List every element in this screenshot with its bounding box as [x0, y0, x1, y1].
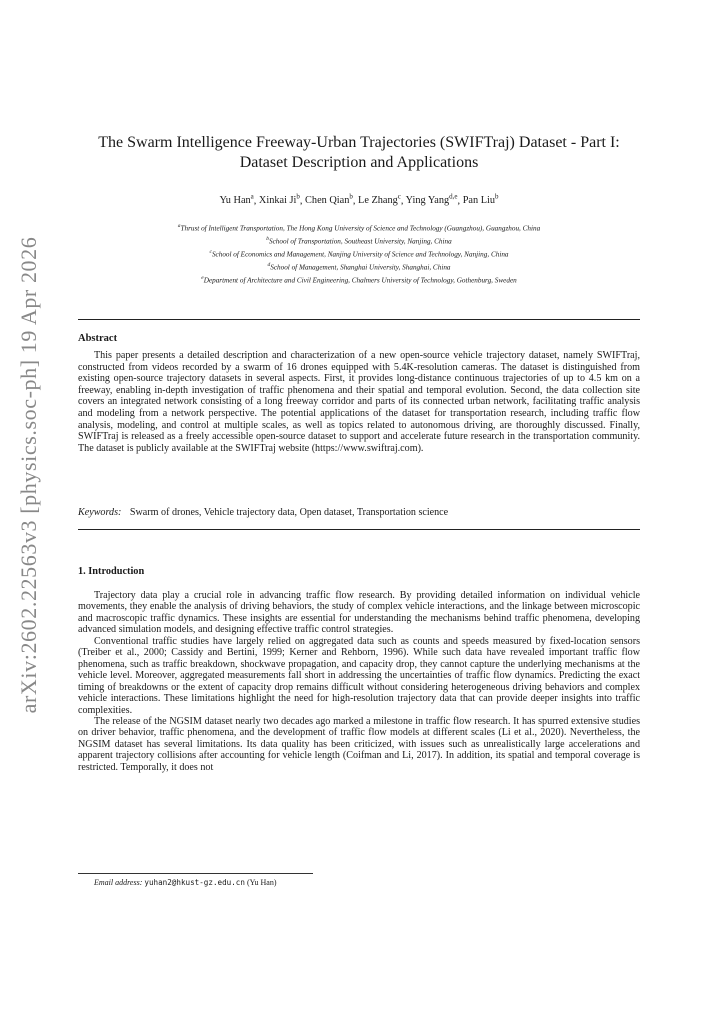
- author-affiliation-mark: d,e: [449, 193, 458, 201]
- author-name: Pan Liu: [462, 195, 496, 207]
- affiliation-text: Thrust of Intelligent Transportation, The Hong Kong University of Science and Technology (Guangzhou), Guangzhou, China: [180, 224, 541, 233]
- affiliation: [78, 221, 640, 234]
- abstract-text: This paper presents a detailed description and characterization of a new open-source vehicle trajectory dataset, namely SWIFTraj, constructed from videos recorded by a swarm of 16 drones equipped with 5.4K-resolution cameras. The dataset is distinguished from existing open-source trajectory datasets in several aspects. First, it provides long-distance continuous trajectories of up to 4.5 km on a freeway, enabling in-depth investigation of traffic phenomena and their spatial and temporal evolution. Second, the data collection site covers an integrated network consisting of a long freeway corridor and parts of its connected urban network, facilitating traffic analysis and modeling from a network perspective. The potential applications of the dataset for transportation research, including traffic flow analysis, modeling, and control at multiple scales, as well as topics related to autonomous driving, are thoroughly discussed. Finally, SWIFTraj is released as a freely accessible open-source dataset to support and accelerate future research in the transportation community. The dataset is publicly available at the SWIFTraj website (https://www.swiftraj.com).: [78, 350, 640, 454]
- top-rule: [78, 319, 640, 320]
- footnote-email-address[interactable]: yuhan2@hkust-gz.edu.cn: [144, 878, 245, 887]
- author-list: Yu Han$^a$, Xinkai Ji$^b$, Chen Qian$^b$, Le Zhang$^c$, Ying Yang$^{d,e}$, Pan Liu$^b$: [219, 193, 499, 207]
- affiliation-text: School of Management, Shanghai University, Shanghai, China: [270, 263, 451, 272]
- intro-paragraph: The release of the NGSIM dataset nearly two decades ago marked a milestone in traffic flow research. It has spurred extensive studies on driver behavior, traffic phenomena, and the development of traffic flow models at different scales (Li et al., 2020). Nevertheless, the NGSIM dataset has several limitations. Its data quality has been criticized, with issues such as unrealistically large accelerations and apparent trajectory collisions after accounting for vehicle length (Coifman and Li, 2017). In addition, its spatial and temporal coverage is restricted. Temporally, it does not: [78, 715, 640, 773]
- affiliation-mark: c: [209, 248, 212, 255]
- author-affiliation-mark: c: [397, 193, 401, 201]
- author: [406, 195, 458, 206]
- title-line-2: Dataset Description and Applications: [239, 154, 479, 171]
- affiliation-text: Department of Architecture and Civil Engineering, Chalmers University of Technology, Gothenburg, Sweden: [203, 275, 517, 284]
- introduction-body: [78, 590, 640, 773]
- keywords-text: Swarm of drones, Vehicle trajectory data, Open dataset, Transportation science: [129, 507, 449, 518]
- affiliation: [78, 260, 640, 273]
- affiliation: [78, 273, 640, 286]
- intro-paragraph: Trajectory data play a crucial role in advancing traffic flow research. By providing detailed information on individual vehicle movements, they enable the analysis of driving behaviors, the study of complex vehicle interactions, and the linkage between microscopic and macroscopic traffic dynamics. These insights are essential for understanding the mechanisms behind traffic phenomena, developing advanced simulation models, and designing effective traffic control strategies.: [78, 590, 640, 636]
- affiliation-mark: a: [177, 223, 181, 229]
- author-affiliation-mark: b: [296, 193, 300, 201]
- bottom-rule: [78, 529, 640, 530]
- footnote: [94, 878, 277, 887]
- footnote-rule: [78, 873, 313, 874]
- affiliation-text: School of Economics and Management, Nanjing University of Science and Technology, Nanjing, China: [211, 250, 509, 259]
- paper-title: [78, 133, 640, 173]
- author-affiliation-mark: b: [349, 193, 353, 201]
- title-line-1: The Swarm Intelligence Freeway-Urban Trajectories (SWIFTraj) Dataset - Part I:: [98, 134, 620, 151]
- keywords-label: Keywords:: [78, 507, 122, 518]
- author-name: Ying Yang: [405, 195, 450, 207]
- author: [259, 195, 300, 206]
- arxiv-sidebar-stamp: [4, 236, 54, 714]
- author: [219, 195, 253, 206]
- affiliation-list: [78, 221, 640, 285]
- author-name: Xinkai Ji: [258, 195, 297, 207]
- author-name: Yu Han: [219, 195, 251, 207]
- abstract-heading: Abstract: [78, 333, 118, 344]
- author: [463, 195, 499, 206]
- affiliation-mark: e: [201, 274, 204, 281]
- arxiv-id: arXiv:2602.22563v3 [physics.soc-ph] 19 Apr 2026: [16, 236, 41, 714]
- footnote-email-label: Email address:: [94, 878, 143, 887]
- author-affiliation-mark: a: [250, 193, 254, 201]
- author: [358, 195, 401, 206]
- author-name: Chen Qian: [305, 195, 350, 207]
- author-name: Le Zhang: [358, 195, 398, 207]
- author-affiliation-mark: b: [495, 193, 499, 201]
- affiliation-text: School of Transportation, Southeast University, Nanjing, China: [269, 237, 452, 246]
- affiliation-mark: b: [266, 235, 270, 242]
- author: [305, 195, 353, 206]
- footnote-author-name: (Yu Han): [246, 878, 277, 887]
- section-heading-introduction: 1. Introduction: [78, 566, 145, 577]
- affiliation-mark: d: [267, 261, 271, 268]
- keywords-line: [78, 507, 640, 518]
- affiliation: [78, 247, 640, 260]
- affiliation: [78, 234, 640, 247]
- intro-paragraph: Conventional traffic studies have largely relied on aggregated data such as counts and speeds measured by fixed-location sensors (Treiber et al., 2000; Cassidy and Bertini, 1999; Kerner and Rehborn, 1996). While such data have revealed important traffic flow phenomena, such as traffic breakdown, shockwave propagation, and capacity drop, they cannot capture the underlying mechanisms at the vehicle level. Moreover, aggregated measurements fall short in addressing the uncertainties of traffic flow dynamics. Predicting the exact timing of breakdowns or the extent of capacity drop remains difficult without considering heterogeneous driving behaviors and complex vehicle interactions. These limitations highlight the need for high-resolution trajectory data that can provide deeper insights into traffic complexities.: [78, 635, 640, 716]
